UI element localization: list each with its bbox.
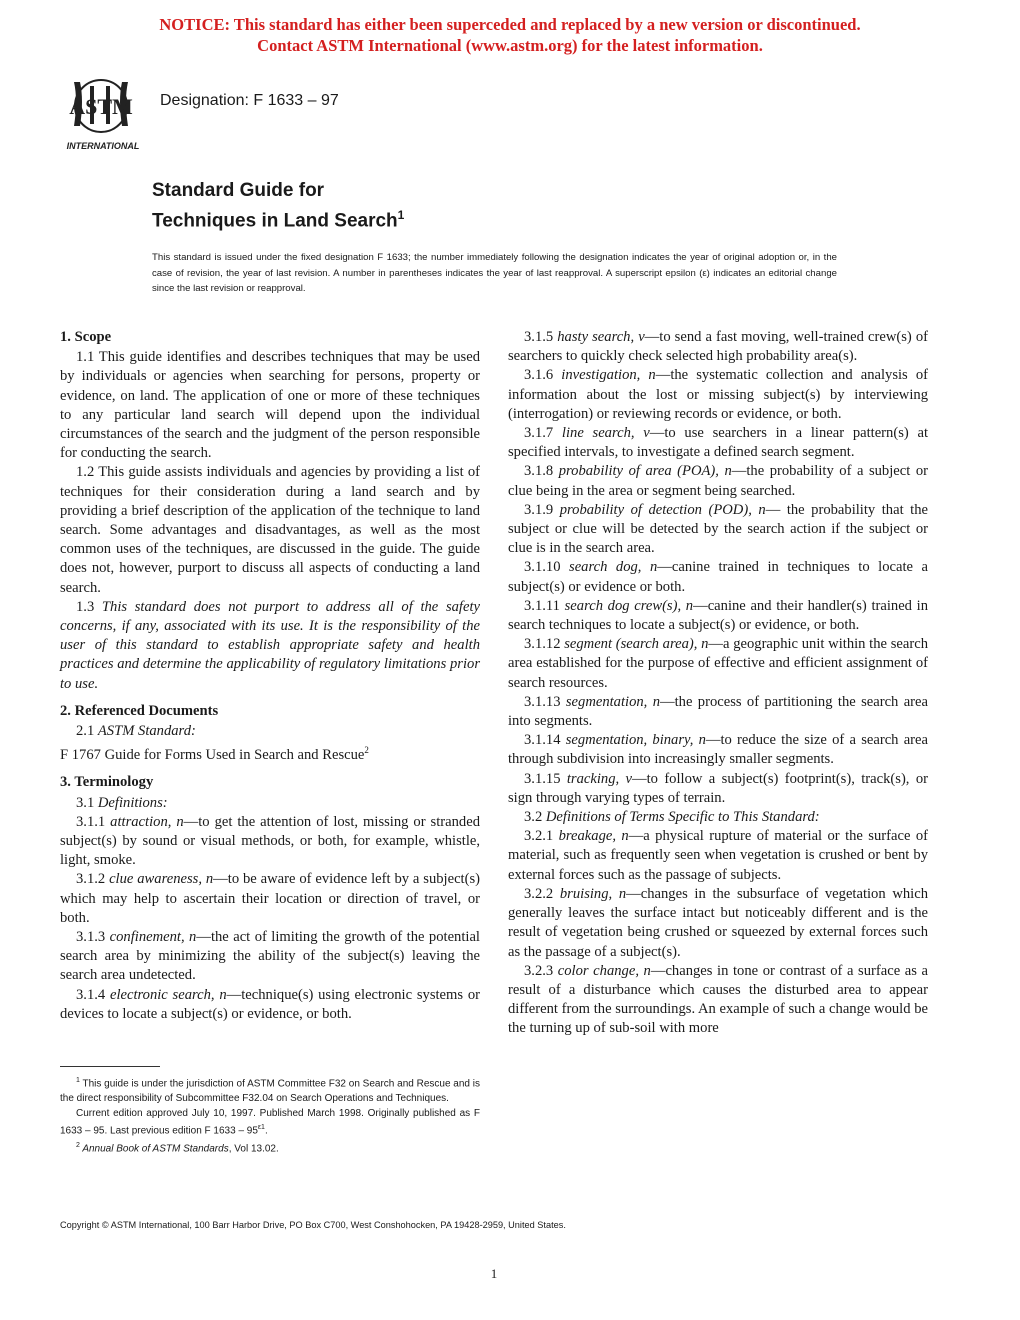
definition-3-1-9 [508, 501, 928, 559]
definition-number: 3.1.3 [76, 928, 110, 945]
definition-term: clue awareness, n [109, 871, 214, 888]
definition-text: —canine and their handler(s) trained in search techniques to locate a subject(s) or evidence, or both. [508, 597, 929, 634]
definition-text: —the systematic collection and analysis of information about the lost or missing subject(s) by interviewing (interrogation) or reviewing records or evidence, or both. [508, 367, 928, 422]
referenced-documents-heading: 2. Referenced Documents [60, 702, 219, 719]
paragraph-3-1-text: Definitions: [97, 794, 168, 811]
definition-text: —the process of partitioning the search area into segments. [508, 693, 928, 730]
definition-3-1-3 [60, 928, 480, 986]
title-line-2-text: Techniques in Land Search [152, 210, 398, 232]
definition-text: —to reduce the size of a search area through subdivision into increasingly smaller segments. [508, 732, 928, 768]
definition-number: 3.1.6 [524, 367, 562, 384]
definition-3-1-15 [508, 770, 928, 808]
definition-3-1-7 [508, 424, 928, 462]
footnote-2 [60, 1139, 480, 1157]
definition-term: search dog, n [569, 559, 658, 576]
definition-number: 3.2.2 [524, 885, 560, 902]
definition-term: segment (search area), n [564, 636, 709, 653]
footnote-divider [60, 1066, 160, 1067]
logo-caption: INTERNATIONAL [66, 141, 140, 151]
definition-term: line search, v [561, 425, 650, 442]
scope-heading: 1. Scope [60, 329, 112, 345]
definition-3-1-14 [508, 731, 928, 769]
paragraph-3-2-text: Definitions of Terms Specific to This Standard: [545, 809, 820, 826]
logo-letters: ASTM [69, 94, 133, 119]
definition-3-2-2 [508, 885, 928, 962]
definition-term: electronic search, n [109, 986, 227, 1003]
paragraph-1-3 [60, 598, 480, 694]
definition-3-1-5 [508, 328, 928, 366]
paragraph-3-2 [508, 808, 928, 827]
definition-number: 3.1.2 [76, 871, 110, 888]
left-column [60, 328, 480, 1024]
definition-3-1-11 [508, 597, 928, 635]
footnote-2-volume: , Vol 13.02. [228, 1143, 279, 1155]
paragraph-1-2: 1.2 This guide assists individuals and agencies by providing a list of techniques for their consideration during a land search and by providing a brief description of the application of the technique to land search. Some advantages and disadvantages, as well as the most common uses of the techniques, are discussed in the guide. The guide does not, however, purport to discuss all aspects of conducting a land search. [60, 464, 480, 596]
definition-term: search dog crew(s), n [564, 597, 694, 614]
definition-3-1-12 [508, 635, 928, 693]
definition-text: —technique(s) using electronic systems or devices to locate a subject(s) or evidence, or both. [60, 986, 480, 1022]
definition-term: bruising, n [559, 885, 627, 902]
definition-text: — the probability that the subject or clue will be detected by the search action if the subject or clue is in the search area. [508, 501, 928, 557]
footnote-1-text: This guide is under the jurisdiction of ASTM Committee F32 on Search and Rescue and is the direct responsibility of Subcommittee F32.04 on Search Operations and Techniques. [60, 1078, 480, 1104]
definition-text: —to be aware of evidence left by a subject(s) which may help to ascertain their location or direction of travel, or both. [60, 871, 481, 926]
definition-text: —to get the attention of lost, missing or stranded subject(s) by sound or visual methods, or both, for example, whistle, light, smoke. [60, 813, 480, 869]
right-column [508, 328, 928, 1039]
definition-number: 3.1.9 [524, 501, 560, 518]
edition-text: Current edition approved July 10, 1997. Published March 1998. Originally published as F 1633 – 95. Last previous edition F 1633 – 95 [60, 1107, 480, 1137]
definition-number: 3.1.13 [524, 693, 566, 710]
footnote-1-mark: 1 [76, 1077, 80, 1084]
paragraph-1-1: 1.1 This guide identifies and describes techniques that may be used by individuals or agencies when searching for persons, property or evidence, on land. The application of one or more of these techniques to any particular land search will depend upon the individual circumstances of the search and the judgment of the person responsible for conducting the search. [60, 349, 480, 462]
definition-text: —changes in tone or contrast of a surface as a result of a disturbance which causes the disturbed area to appear different from the surroundings. An example of such a change would be the turning up of sub-soil with more [508, 962, 928, 1037]
notice-line-1: NOTICE: This standard has either been superceded and replaced by a new version or discontinued. [159, 15, 861, 34]
definition-text: —the act of limiting the growth of the potential search area by minimizing the ability of the subject(s) leaving the search area undetected. [60, 928, 480, 984]
astm-logo [60, 76, 146, 154]
definition-term: breakage, n [558, 828, 629, 845]
definition-number: 3.2.3 [524, 962, 558, 979]
definition-3-1-4 [60, 986, 480, 1024]
definition-number: 3.1.15 [524, 770, 567, 787]
definition-text: —canine trained in techniques to locate a subject(s) or evidence or both. [508, 559, 929, 595]
definition-text: —a physical rupture of material or the surface of material, such as frequently seen when vegetation is crushed or bent by external forces such as the passage of subjects. [508, 828, 928, 883]
definition-3-1-1 [60, 813, 480, 871]
definition-text: —to use searchers in a linear pattern(s) at specified intervals, to investigate a defined search segment. [508, 425, 928, 461]
definition-3-2-3 [508, 962, 928, 1039]
definition-term: probability of detection (POD), n [559, 501, 766, 518]
definition-text: —a geographic unit within the search area established for the purpose of effective and efficient assignment of search resources. [508, 636, 928, 691]
definition-number: 3.1.1 [76, 813, 111, 830]
issuance-note: This standard is issued under the fixed designation F 1633; the number immediately following the designation indicates the year of original adoption or, in the case of revision, the year of last revision. A number in parentheses indicates the year of last reapproval. A superscript epsilon (ε) indicates an editorial change since the last revision or reapproval. [152, 252, 837, 294]
astm-logo-emblem [69, 80, 133, 132]
paragraph-3-1 [60, 794, 480, 813]
definition-term: hasty search, v [557, 329, 645, 345]
definition-3-1-6 [508, 366, 928, 424]
paragraph-2-1-number: 2.1 [76, 723, 98, 740]
definition-text: —to follow a subject(s) footprint(s), track(s), or sign through varying types of terrain. [508, 770, 928, 806]
definition-3-1-8 [508, 462, 928, 500]
paragraph-2-1 [60, 722, 480, 741]
title-line-2 [152, 203, 404, 233]
footnote-1-edition [60, 1107, 480, 1140]
title-line-1: Standard Guide for [152, 180, 325, 201]
copyright-line: Copyright © ASTM International, 100 Barr Harbor Drive, PO Box C700, West Conshohocken, PA 19428-2959, United States. [60, 1220, 566, 1230]
footnote-2-text: Annual Book of ASTM Standards [79, 1143, 229, 1155]
definition-3-1-2 [60, 870, 480, 928]
definition-term: segmentation, n [565, 693, 660, 710]
definition-3-1-10 [508, 558, 928, 596]
title-footnote-mark: 1 [397, 208, 405, 222]
paragraph-3-2-number: 3.2 [524, 809, 546, 826]
definition-term: investigation, n [561, 367, 656, 384]
definition-number: 3.1.12 [524, 636, 565, 653]
definition-number: 3.1.11 [524, 597, 565, 614]
definition-3-2-1 [508, 827, 928, 885]
paragraph-2-1-text: ASTM Standard: [97, 723, 196, 740]
document-title [152, 178, 404, 233]
definition-number: 3.1.5 [524, 329, 558, 345]
definition-number: 3.1.10 [524, 559, 570, 576]
definition-number: 3.1.14 [524, 732, 566, 749]
supersession-notice [0, 14, 1020, 56]
paragraph-1-3-number: 1.3 [76, 598, 102, 615]
definition-term: confinement, n [109, 928, 197, 945]
definition-number: 3.2.1 [524, 828, 559, 845]
definition-term: segmentation, binary, n [565, 732, 706, 749]
designation: Designation: F 1633 – 97 [160, 92, 339, 109]
footnote-1 [60, 1074, 480, 1107]
edition-epsilon: ε1 [257, 1124, 265, 1132]
f1767-footnote-mark: 2 [364, 745, 369, 756]
definition-term: tracking, v [566, 770, 632, 787]
definition-text: —the probability of a subject or clue being in the area or segment being searched. [508, 463, 928, 499]
definition-term: color change, n [557, 962, 651, 979]
terminology-heading: 3. Terminology [60, 774, 154, 791]
definition-term: probability of area (POA), n [558, 463, 732, 480]
footnote-2-mark: 2 [76, 1142, 80, 1150]
paragraph-1-3-text: This standard does not purport to address all of the safety concerns, if any, associated with its use. It is the responsibility of the user of this standard to establish appropriate safety and health practices and determine the applicability of regulatory limitations prior to use. [60, 598, 480, 692]
definition-text: —to send a fast moving, well-trained crew(s) of searchers to quickly check selected high probability area(s). [508, 329, 928, 365]
referenced-standard-f1767 [60, 741, 480, 765]
definition-number: 3.1.4 [76, 986, 110, 1003]
notice-line-2: Contact ASTM International (www.astm.org) for the latest information. [257, 36, 763, 55]
definition-3-1-13 [508, 693, 928, 731]
definition-number: 3.1.7 [524, 425, 562, 442]
page-number: 1 [490, 1266, 498, 1281]
footnotes [60, 1074, 480, 1157]
paragraph-3-1-number: 3.1 [76, 794, 98, 811]
definition-number: 3.1.8 [524, 463, 559, 480]
edition-end: . [264, 1125, 268, 1137]
definition-term: attraction, n [110, 813, 184, 830]
f1767-title: F 1767 Guide for Forms Used in Search and Rescue [60, 747, 365, 764]
definition-text: —changes in the subsurface of vegetation which generally leaves the surface intact but noticeably different and is the result of vegetation being crushed or squeezed by external forces such as the passage of a subject(s). [508, 885, 928, 960]
